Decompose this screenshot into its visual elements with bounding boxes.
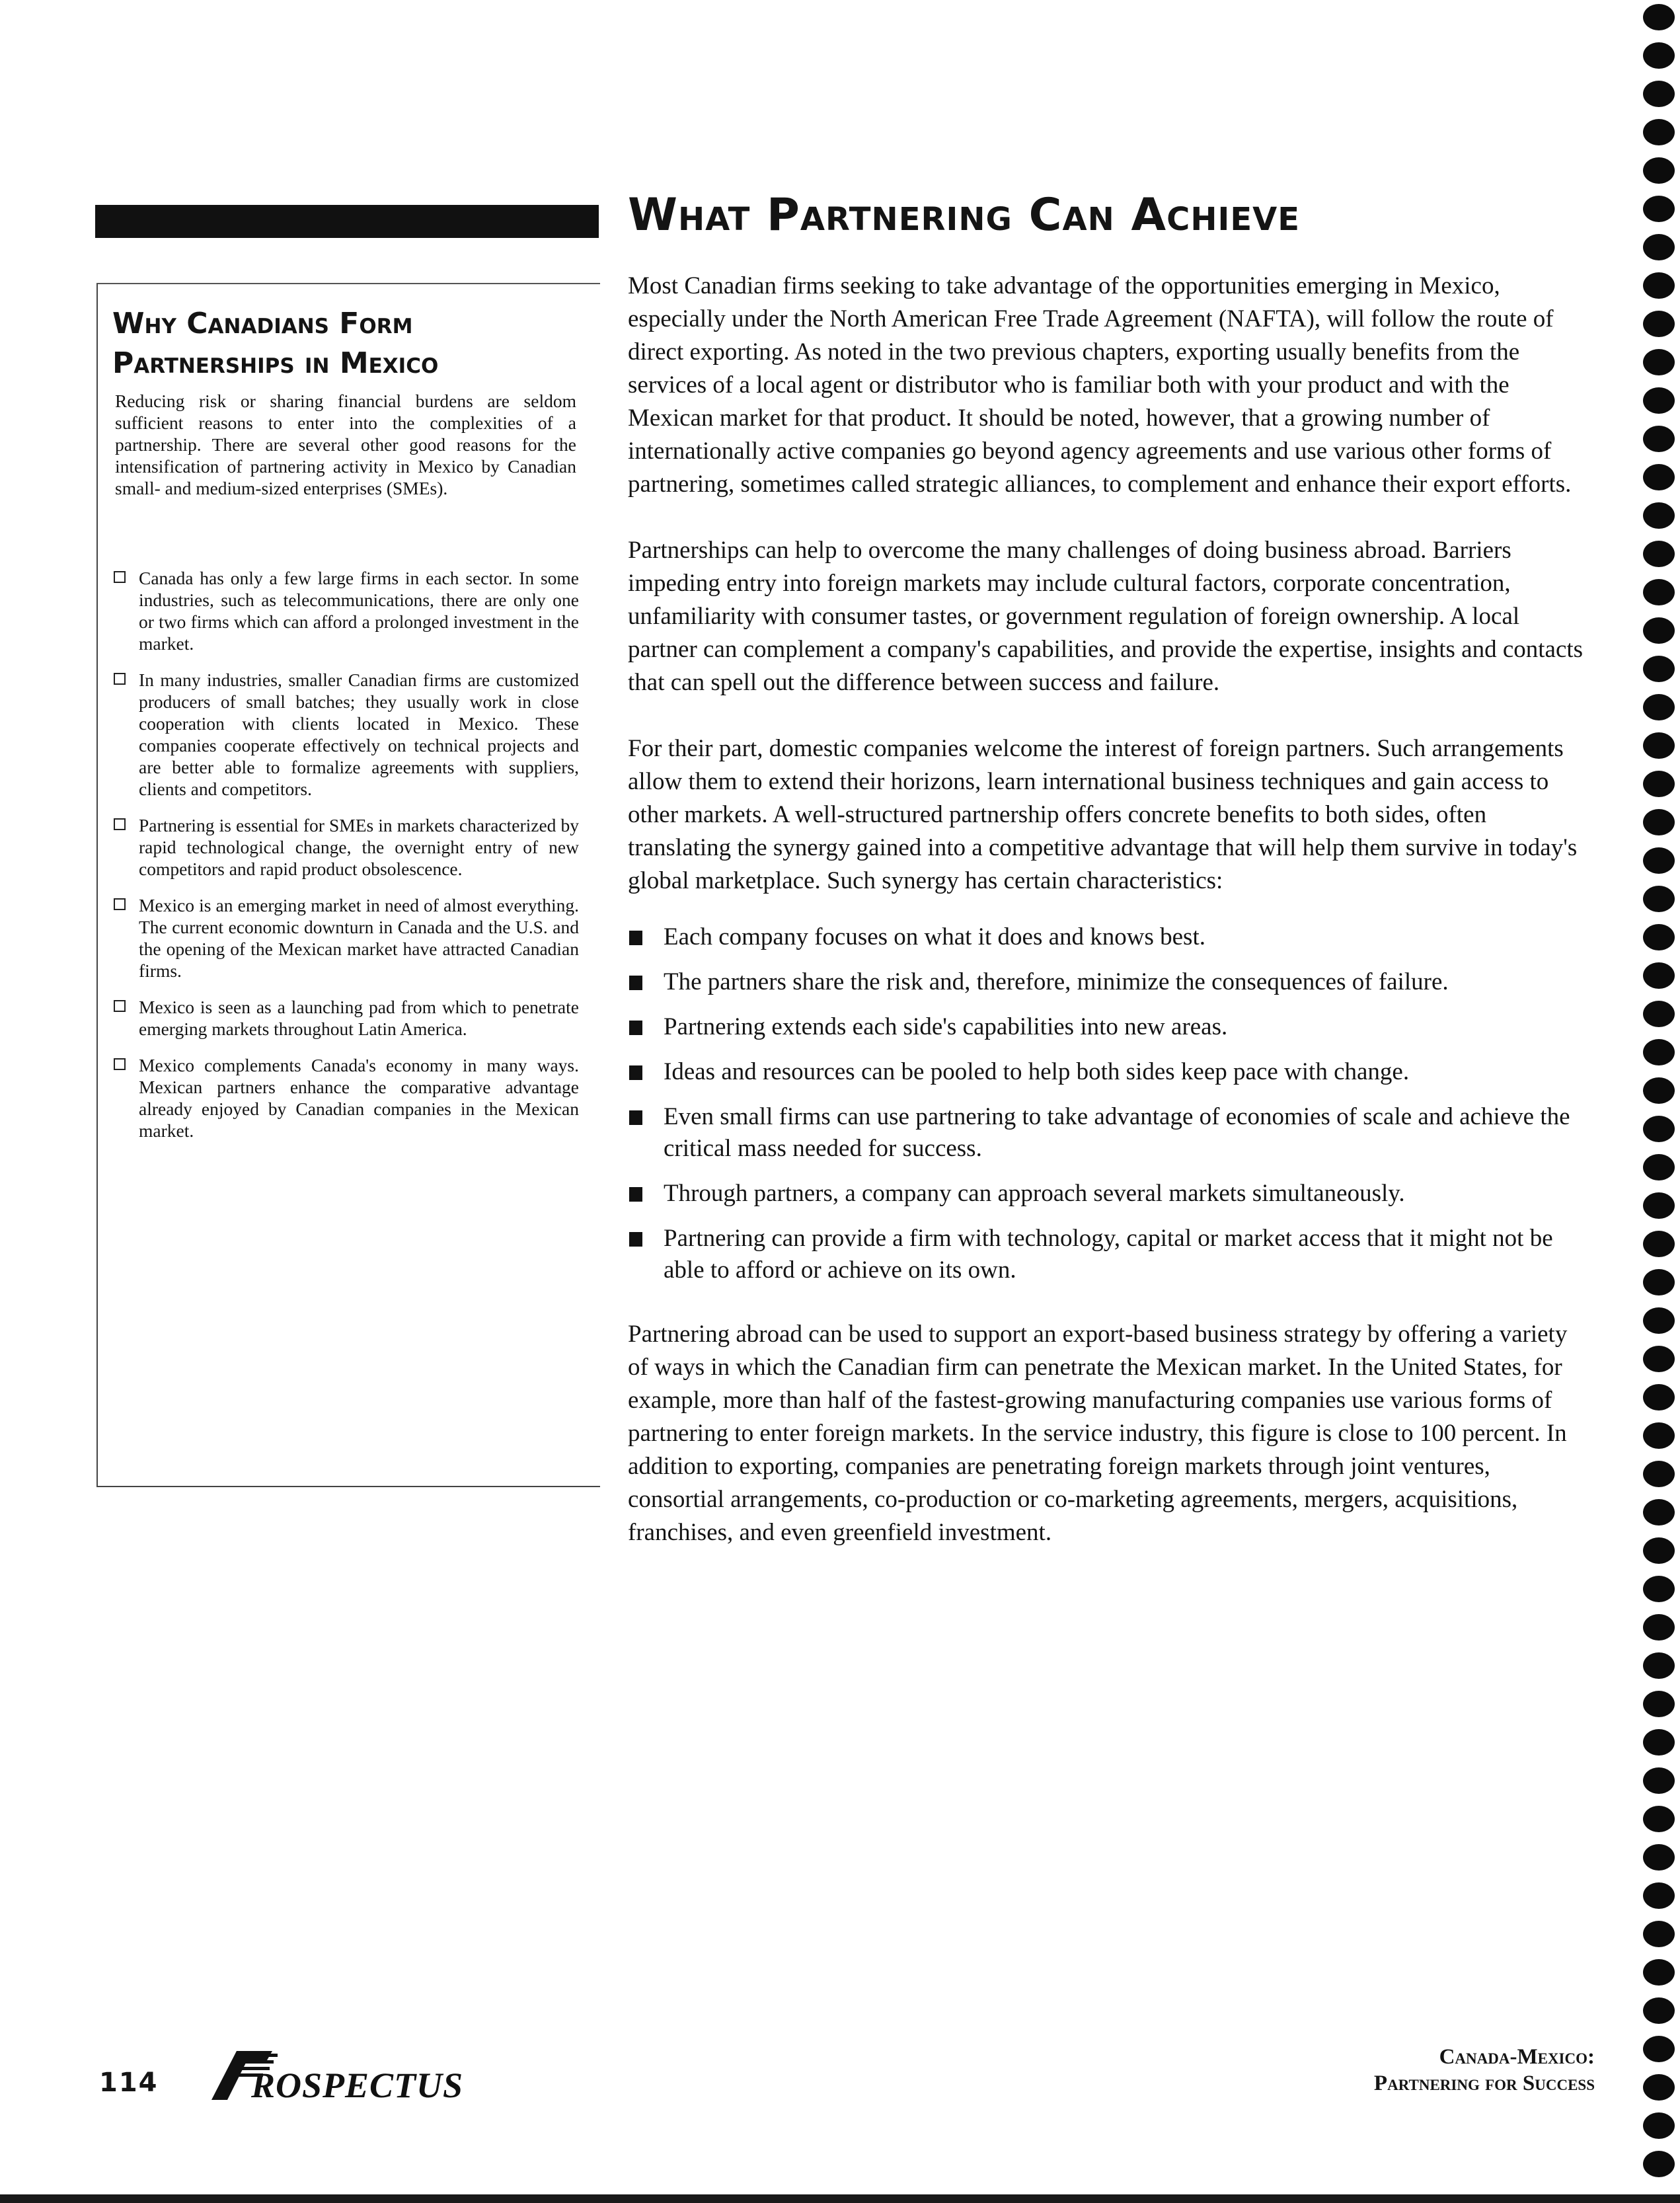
sidebar-list-item: Mexico is seen as a launching pad from which to penetrate emerging markets throughout Latin America. xyxy=(111,996,579,1040)
binding-hole xyxy=(1643,2074,1675,2101)
binding-hole xyxy=(1643,1652,1675,1679)
binding-hole xyxy=(1643,1269,1675,1295)
main-column xyxy=(628,270,1587,1582)
binding-hole xyxy=(1643,2112,1675,2139)
square-bullet-icon xyxy=(629,1065,642,1080)
binding-hole xyxy=(1643,157,1675,184)
binding-hole xyxy=(1643,847,1675,874)
bullet-item: The partners share the risk and, therefore, minimize the consequences of failure. xyxy=(628,966,1587,998)
sidebar-list-item: Mexico is an emerging market in need of almost everything. The current economic downturn in Canada and the U.S. and the opening of the Mexican market have attracted Canadian firms. xyxy=(111,894,579,982)
binding-hole xyxy=(1643,809,1675,835)
checkbox-bullet-icon xyxy=(114,898,126,910)
binding-hole xyxy=(1643,1844,1675,1871)
binding-hole xyxy=(1643,42,1675,69)
binding-hole xyxy=(1643,196,1675,222)
binding-hole xyxy=(1643,1384,1675,1411)
binding-hole xyxy=(1643,1729,1675,1756)
binding-hole xyxy=(1643,234,1675,260)
bullet-item: Partnering extends each side's capabilities into new areas. xyxy=(628,1011,1587,1043)
binding-hole xyxy=(1643,1039,1675,1065)
binding-hole xyxy=(1643,732,1675,759)
binding-hole xyxy=(1643,1921,1675,1947)
binding-hole xyxy=(1643,1997,1675,2024)
binding-hole xyxy=(1643,311,1675,337)
binding-hole xyxy=(1643,119,1675,145)
binding-hole xyxy=(1643,1959,1675,1986)
footer-title-line-2: Partnering for Success xyxy=(1373,2071,1595,2095)
page-number: 114 xyxy=(99,2068,159,2098)
binding-hole xyxy=(1643,924,1675,950)
footer-title xyxy=(1374,2044,1595,2097)
binding-hole xyxy=(1643,349,1675,375)
square-bullet-icon xyxy=(629,1021,642,1035)
checkbox-bullet-icon xyxy=(114,571,126,583)
body-paragraph: Most Canadian firms seeking to take advantage of the opportunities emerging in Mexico, especially under the North American Free Trade Agreement (NAFTA), will follow the route of direct exporting. As noted in the two previous chapters, exporting usually benefits from the services of a local agent or distributor who is familiar both with your product and with the Mexican market for that product. It should be noted, however, that a growing number of internationally active companies go beyond agency agreements and use various other forms of partnering, sometimes called strategic alliances, to complement and enhance their export efforts. xyxy=(628,272,1572,498)
binding-hole xyxy=(1643,771,1675,797)
bullet-item: Each company focuses on what it does and knows best. xyxy=(628,921,1587,953)
binding-hole xyxy=(1643,1614,1675,1641)
sidebar-title: Why Canadians Form Partnerships in Mexico xyxy=(112,307,439,380)
checkbox-bullet-icon xyxy=(114,818,126,830)
binding-hole xyxy=(1643,2036,1675,2062)
square-bullet-icon xyxy=(629,1232,642,1247)
bullet-item: Partnering can provide a firm with technology, capital or market access that it might not be able to afford or achieve on its own. xyxy=(628,1223,1587,1286)
spiral-binding xyxy=(1640,0,1680,2203)
binding-hole xyxy=(1643,1307,1675,1334)
footer-title-line-1: Canada-Mexico: xyxy=(1439,2045,1595,2069)
body-paragraph: For their part, domestic companies welcome the interest of foreign partners. Such arrangements allow them to extend their horizons, learn international business techniques and gain access to other markets. A well-structured partnership offers concrete benefits to both sides, often translating the synergy gained into a competitive advantage that will help them survive in today's global marketplace. Such synergy has certain characteristics: xyxy=(628,735,1578,894)
square-bullet-icon xyxy=(629,976,642,990)
checkbox-bullet-icon xyxy=(114,673,126,685)
binding-hole xyxy=(1643,1461,1675,1487)
binding-hole xyxy=(1643,81,1675,107)
binding-hole xyxy=(1643,1767,1675,1794)
binding-hole xyxy=(1643,886,1675,912)
binding-hole xyxy=(1643,1001,1675,1027)
binding-hole xyxy=(1643,1499,1675,1526)
bullet-list xyxy=(628,921,1587,1286)
checkbox-bullet-icon xyxy=(114,1058,126,1070)
binding-hole xyxy=(1643,464,1675,490)
binding-hole xyxy=(1643,1192,1675,1219)
body-paragraph: Partnerships can help to overcome the many challenges of doing business abroad. Barriers impeding entry into foreign markets may include cultural factors, corporate concentration, unfamiliarity with consumer tastes, or government regulation of foreign ownership. A local partner can complement a company's capabilities, and provide the expertise, insights and contacts that can spell out the difference between success and failure. xyxy=(628,537,1584,696)
sidebar-list-item: Canada has only a few large firms in each sector. In some industries, such as telecommunications, there are only one or two firms which can afford a prolonged investment in the market. xyxy=(111,567,579,654)
sidebar-box xyxy=(96,283,600,1487)
sidebar-intro: Reducing risk or sharing financial burdens are seldom sufficient reasons to enter into the complexities of a partnership. There are several other good reasons for the intensification of partnering activity in Mexico by Canadian small- and medium-sized enterprises (SMEs). xyxy=(115,391,576,498)
square-bullet-icon xyxy=(629,931,642,945)
binding-hole xyxy=(1643,1422,1675,1449)
binding-hole xyxy=(1643,579,1675,605)
binding-hole xyxy=(1643,656,1675,682)
binding-hole xyxy=(1643,1576,1675,1602)
bullet-item: Through partners, a company can approach several markets simultaneously. xyxy=(628,1178,1587,1210)
binding-hole xyxy=(1643,541,1675,567)
binding-hole xyxy=(1643,1691,1675,1717)
binding-hole xyxy=(1643,502,1675,529)
binding-hole xyxy=(1643,1346,1675,1372)
binding-hole xyxy=(1643,1882,1675,1909)
binding-hole xyxy=(1643,272,1675,299)
checkbox-bullet-icon xyxy=(114,1000,126,1012)
bullet-item: Ideas and resources can be pooled to help both sides keep pace with change. xyxy=(628,1056,1587,1088)
binding-hole xyxy=(1643,1154,1675,1180)
binding-hole xyxy=(1643,2151,1675,2177)
page-title: What Partnering Can Achieve xyxy=(628,189,1301,241)
body-paragraph: Partnering abroad can be used to support an export-based business strategy by offering a variety of ways in which the Canadian firm can penetrate the Mexican market. In the United States, for example, more than half of the fastest-growing manufacturing companies use various forms of partnering to enter foreign markets. In the service industry, this figure is close to 100 percent. In addition to exporting, companies are penetrating foreign markets through joint ventures, consortial arrangements, co-production or co-marketing agreements, mergers, acquisitions, franchises, and even greenfield investment. xyxy=(628,1321,1568,1546)
sidebar-list-item: Mexico complements Canada's economy in many ways. Mexican partners enhance the comparative advantage already enjoyed by Canadian companies in the Mexican market. xyxy=(111,1054,579,1141)
binding-hole xyxy=(1643,1116,1675,1142)
binding-hole xyxy=(1643,694,1675,720)
section-header-bar xyxy=(95,205,599,238)
binding-hole xyxy=(1643,426,1675,452)
binding-hole xyxy=(1643,1806,1675,1832)
binding-hole xyxy=(1643,4,1675,30)
square-bullet-icon xyxy=(629,1187,642,1202)
page-edge-shadow xyxy=(0,2194,1680,2203)
sidebar-list-item: Partnering is essential for SMEs in markets characterized by rapid technological change, the overnight entry of new competitors and rapid product obsolescence. xyxy=(111,814,579,880)
square-bullet-icon xyxy=(629,1110,642,1125)
binding-hole xyxy=(1643,617,1675,644)
sidebar-list-item: In many industries, smaller Canadian firms are customized producers of small batches; they usually work in close cooperation with clients located in Mexico. These companies cooperate effectively on technical projects and are better able to formalize agreements with suppliers, clients and competitors. xyxy=(111,669,579,800)
bullet-item: Even small firms can use partnering to take advantage of economies of scale and achieve the critical mass needed for success. xyxy=(628,1101,1587,1165)
binding-hole xyxy=(1643,1231,1675,1257)
prospectus-logo xyxy=(198,2046,476,2105)
binding-hole xyxy=(1643,962,1675,989)
binding-hole xyxy=(1643,1077,1675,1104)
binding-hole xyxy=(1643,1537,1675,1564)
svg-text:ROSPECTUS: ROSPECTUS xyxy=(251,2066,464,2105)
binding-hole xyxy=(1643,387,1675,414)
sidebar-list xyxy=(111,567,579,1156)
